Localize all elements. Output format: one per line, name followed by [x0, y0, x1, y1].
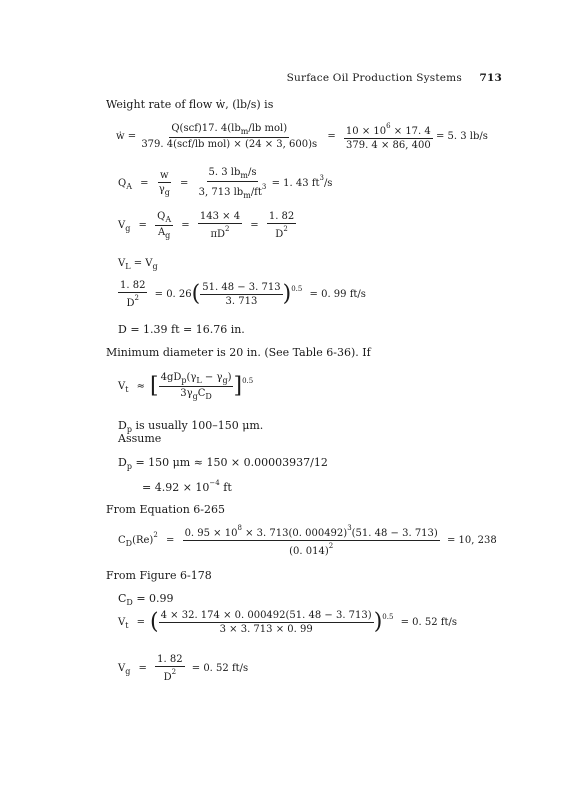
cd-re-equation: $C_D(Re)^2$ = $\frac{0. 95 \times 10^8 \times 3. 713(0. 000492)^3(51. 48 - 3. 713)}{(0. 014)^2}$ = 10, 238 [118, 524, 497, 557]
diameter-result: D = 1.39 ft = 16.76 in. [118, 323, 245, 336]
running-header [287, 72, 502, 84]
terminal-velocity-computed: $V_t$ = ( $\frac{4 \times 32. 174 \times 0. 000492(51. 48 - 3. 713)}{3 \times 3. 713 \times 0. 99}$ )$^{0.5}$ = 0. 52 ft/s [118, 609, 458, 635]
gas-velocity-final: $V_g$ = $\frac{1. 82}{D^2}$ = 0. 52 ft/s [118, 654, 249, 683]
fraction: $\frac{10 \times 10^6 \times 17. 4}{379. 4 \times 86, 400}$ [345, 122, 431, 151]
assume-label: Assume [118, 432, 162, 445]
page-number: 713 [479, 72, 502, 84]
dp-result: = $4.92 \times 10^{-4}$ ft [142, 479, 232, 494]
diameter-equation: $\frac{1. 82}{D^2}$ = 0. 26( $\frac{51. 48 - 3. 713}{3. 713}$ )$^{0.5}$ = 0. 99 ft/s [120, 280, 366, 309]
fraction: $\frac{Q(scf)17. 4(lb_m/lb mol)}{\text{379. 4(scf/lb mol) × (24 × 3, 600)s}}$ [141, 123, 318, 150]
from-equation-text: From Equation 6-265 [106, 503, 226, 516]
qa-equation: $Q_A$ = $\frac{w}{\gamma_g}$ = $\frac{5. 3 lb_m/s}{3, 713 lb_m/ft^3}$ = 1. 43 $ft^3/s$ [118, 167, 333, 200]
eq-lhs: ẇ = [116, 131, 137, 142]
terminal-velocity-formula: $V_t$ ≈ [ $\frac{4gD_p(\gamma_L - \gamma_g)}{3\gamma_gC_D}$ ]$^{0.5}$ [118, 372, 254, 401]
weight-rate-equation: ẇ = $\frac{Q(scf)17. 4(lb_m/lb mol)}{\text{379. 4(scf/lb mol) × (24 × 3, 600)s}}$ = $\frac{10 \times 10^6 \times 17. 4}{379. 4 \times 86, 400}$ = 5. 3 lb/s [116, 122, 488, 151]
dp-assumption: $D_p = 150$ μm ≈ 150 × 0.00003937/12 [118, 456, 328, 471]
dp-usually-text: $D_p$ is usually 100–150 μm. [118, 419, 264, 434]
vg-equation: $V_g$ = $\frac{Q_A}{A_g}$ = $\frac{143 \times 4}{\pi D^2}$ = $\frac{1. 82}{D^2}$ [118, 211, 295, 240]
vl-equals-vg: $V_L = V_g$ [118, 258, 158, 271]
minimum-diameter-text: Minimum diameter is 20 in. (See Table 6-36). If [106, 346, 371, 359]
running-title: Surface Oil Production Systems [286, 72, 462, 84]
from-figure-text: From Figure 6-178 [106, 569, 212, 582]
weight-rate-intro: Weight rate of flow ẇ, (lb/s) is [106, 98, 274, 111]
cd-value: $C_D = 0.99$ [118, 592, 174, 607]
eq-result: = 5. 3 lb/s [435, 131, 488, 142]
